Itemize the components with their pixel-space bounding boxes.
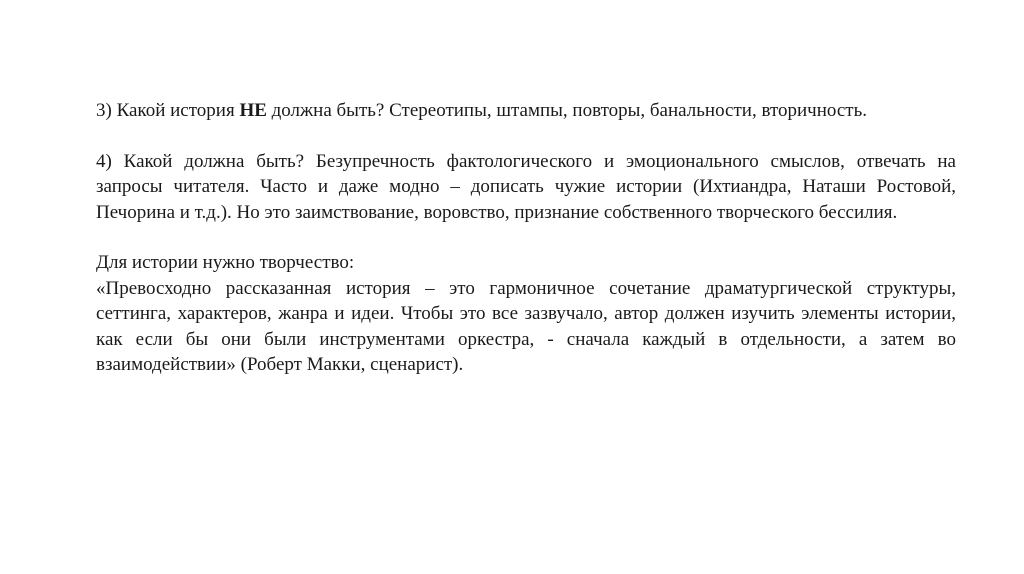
paragraph-what-story-should-be: 4) Какой должна быть? Безупречность фактологического и эмоционального смыслов, отвечать на запросы читателя. Часто и даже модно – дописать чужие истории (Ихтиандра, Наташи Ростовой, Печорина и т.д.). Но это заимствование, воровство, признание собственного творческого бессилия. bbox=[96, 150, 956, 223]
paragraph-mckee-quote: «Превосходно рассказанная история – это гармоничное сочетание драматургической структуры, сеттинга, характеров, жанра и идеи. Чтобы это все зазвучало, автор должен изучить элементы истории, как если бы они были инструментами оркестра, - сначала каждый в отдельности, а затем во взаимодействии» (Роберт Макки, сценарист). bbox=[96, 277, 956, 375]
paragraph-1-prefix: 3) Какой история bbox=[96, 100, 240, 121]
paragraph-1-suffix: должна быть? Стереотипы, штампы, повторы, банальности, вторичность. bbox=[266, 100, 868, 121]
paragraph-1-emphasis: НЕ bbox=[239, 100, 267, 121]
paragraph-what-story-should-not-be bbox=[96, 98, 956, 124]
paragraph-creativity-heading: Для истории нужно творчество: bbox=[96, 252, 355, 273]
slide-text-body bbox=[96, 98, 956, 403]
